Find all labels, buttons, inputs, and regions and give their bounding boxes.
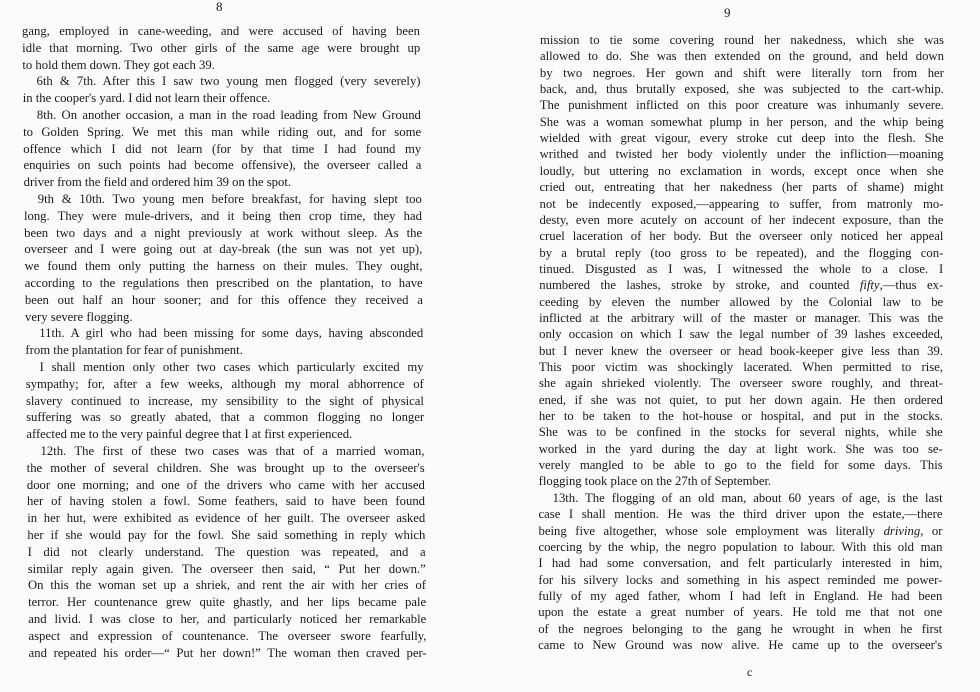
text-line: ceeding by eleven the number allowed by the Colonial law to be (539, 294, 944, 309)
text-line: 11th. A girl who had been missing for some days, having absconded (39, 326, 424, 341)
text-line: and livid. I was close to her, and particularly noticed her remarkable (28, 612, 427, 626)
text-line: we found them only putting the harness on their mules. They ought, (24, 259, 423, 274)
text-line: 6th & 7th. After this I saw two young men flogged (very severely) (36, 74, 421, 89)
text-line: 8th. On another occasion, a man in the road leading from New Ground (36, 108, 421, 122)
text-line: aspect and expression of countenance. The overseer swore fearfully, (28, 628, 427, 643)
text-line: enquiries on such points had become offensive), the overseer called a (23, 158, 422, 173)
text-line: affected me to the very painful degree that I at first experienced. (26, 427, 353, 442)
text-line: On this the woman set up a shriek, and rent the air with her cries of (27, 578, 426, 593)
page-number-left: 8 (216, 0, 223, 14)
text-line: idle that morning. Two other girls of the same age were brought up (22, 40, 421, 55)
signature-mark: c (747, 665, 753, 679)
text-line: worked in the yard during the day at light work. She was too se- (538, 441, 943, 456)
text-line: numbered the lashes, stroke by stroke, and counted fifty,—thus ex- (539, 278, 944, 293)
text-line: cruel laceration of her body. But the overseer only noticed her appeal (539, 229, 944, 244)
text-line: her of having stolen a fowl. Some feathers, said to have been found (27, 494, 426, 509)
text-line: driver from the field and ordered him 39 on the spot. (23, 175, 292, 190)
text-line: I shall mention only other two cases which particularly excited my (39, 360, 424, 374)
text-line: She was to be confined in the stocks for several nights, while she (538, 425, 943, 440)
text-line: terror. Her countenance grew quite ghastly, and her lips became pale (28, 595, 427, 610)
text-line: to Golden Spring. We met this man while riding out, and for some (23, 124, 422, 139)
text-line: not be indecently exposed,—appearing to suffer, from matronly mo- (539, 196, 944, 211)
text-line: inflicted at the arbitrary will of the master or manager. This was the (539, 310, 944, 325)
text-line: and repeated his order—“ Put her down!” The woman then craved per- (28, 645, 427, 660)
text-line: cried out, entreating that her nakedness (her parts of shame) might (539, 180, 944, 195)
text-line: her if she would pay for the fowl. She said something in reply which (27, 528, 426, 542)
text-line: I had had some conversation, and felt particularly interested in him, (538, 556, 943, 571)
text-line: 9th & 10th. Two young men before breakfast, for having slept too (37, 192, 422, 206)
text-line: writhed and twisted her body violently under the infliction—moaning (539, 147, 944, 162)
text-line: came to New Ground was now alive. He came up to the overseer's (538, 637, 943, 652)
text-line: fully of my aged father, whom I had left in England. He had been (538, 588, 943, 603)
text-line: flogging took place on the 27th of September. (538, 474, 772, 489)
text-line: of the negroes belonging to the gang he wrought in when he first (538, 621, 943, 636)
text-line: gang, employed in cane-weeding, and were accused of having been (22, 24, 420, 38)
text-line: door one morning; and one of the drivers who came with her accused (26, 477, 425, 492)
text-line: She was a woman somewhat plump in her person, and the whip being (539, 114, 944, 129)
text-line: she again shrieked violently. The overseer swore roughly, and threat- (538, 376, 943, 391)
right-page (490, 0, 980, 692)
text-line: desty, even more acutely on account of her indecent exposure, than the (539, 212, 944, 227)
text-line: I did not clearly understand. The question was repeated, and a (27, 544, 426, 559)
text-line: loudly, but uttering no exclamation in words, except once when she (539, 163, 944, 178)
text-line: in the cooper's yard. I did not learn their offence. (22, 91, 271, 106)
text-line: being five altogether, whose sole employment was literally driving, or (538, 523, 943, 538)
text-line: sympathy; for, after a few weeks, although my moral abhorrence of (25, 376, 424, 391)
text-line: offence which I did not learn (for by that time I had found my (23, 141, 422, 156)
text-line: her to be taken to the hot-house or hospital, and put in the stocks. (538, 409, 943, 424)
text-line: wielded with great vigour, every stroke cut deep into the flesh. She (539, 131, 944, 146)
text-line: upon the estate a great number of years. He told me that not one (538, 605, 943, 620)
text-line: suffering was so greatly abated, that a common flogging no longer (26, 410, 425, 425)
text-line: 12th. The first of these two cases was that of a married woman, (40, 444, 425, 458)
text-line: very severe flogging. (25, 309, 133, 324)
text-line: by a brutal reply (too gross to be repeated), and the flogging con- (539, 245, 944, 260)
text-line: case I shall mention. He was the third driver upon the estate,—there (538, 507, 943, 522)
text-line: only occasion on which I saw the legal number of 39 lashes exceeded, (539, 327, 944, 342)
text-line: the mother of several children. She was brought up to the overseer's (26, 460, 425, 475)
text-line: similar reply again given. The overseer then said, “ Put her down.” (27, 561, 426, 576)
text-line: overseer and I were going out at day-break (the sun was not yet up), (24, 242, 423, 257)
text-line: 13th. The flogging of an old man, about 60 years of age, is the last (552, 490, 943, 505)
text-line: The punishment inflicted on this poor creature was inhumanly severe. (539, 98, 944, 113)
text-line: for his silvery locks and something in his aspect reminded me power- (538, 572, 943, 587)
text-line: from the plantation for fear of punishment. (25, 343, 243, 358)
text-line: ened, if she was not quiet, to put her down again. He then ordered (538, 392, 943, 407)
text-line: This poor victim was shockingly lacerated. When permitted to rise, (539, 360, 943, 374)
text-line: mission to tie some covering round her nakedness, which she was (540, 33, 944, 47)
text-line: back, and, thus brutally exposed, she was subjected to the cart-whip. (539, 82, 944, 97)
text-line: been out half an hour sooner; and for this offence they received a (24, 292, 423, 307)
text-line: but I never knew the overseer or head book-keeper give less than 39. (539, 343, 944, 358)
text-line: in her hut, were exhibited as evidence of her guilt. The overseer asked (27, 511, 426, 526)
text-line: allowed to do. She was then extended on the ground, and held down (539, 49, 944, 64)
text-line: coercing by the whip, the negro population to labour. With this old man (538, 539, 943, 554)
text-line: long. They were mule-drivers, and it being then crop time, they had (23, 208, 422, 223)
text-line: by two negroes. Her gown and shift were literally torn from her (539, 65, 944, 80)
text-line: verely mangled to be able to go to the field for some days. This (538, 458, 943, 473)
page-number-right: 9 (724, 5, 731, 20)
text-line: been two days and a night previously at work without sleep. As the (24, 225, 423, 240)
text-line: to hold them down. They got each 39. (22, 57, 215, 72)
text-line: tinued. Disgusted as I was, I witnessed the whole to a close. I (539, 261, 944, 276)
text-line: according to the regulations then prescribed on the plantation, to have (24, 276, 423, 290)
text-line: slavery continued to increase, my sensibility to the sight of physical (25, 393, 424, 408)
